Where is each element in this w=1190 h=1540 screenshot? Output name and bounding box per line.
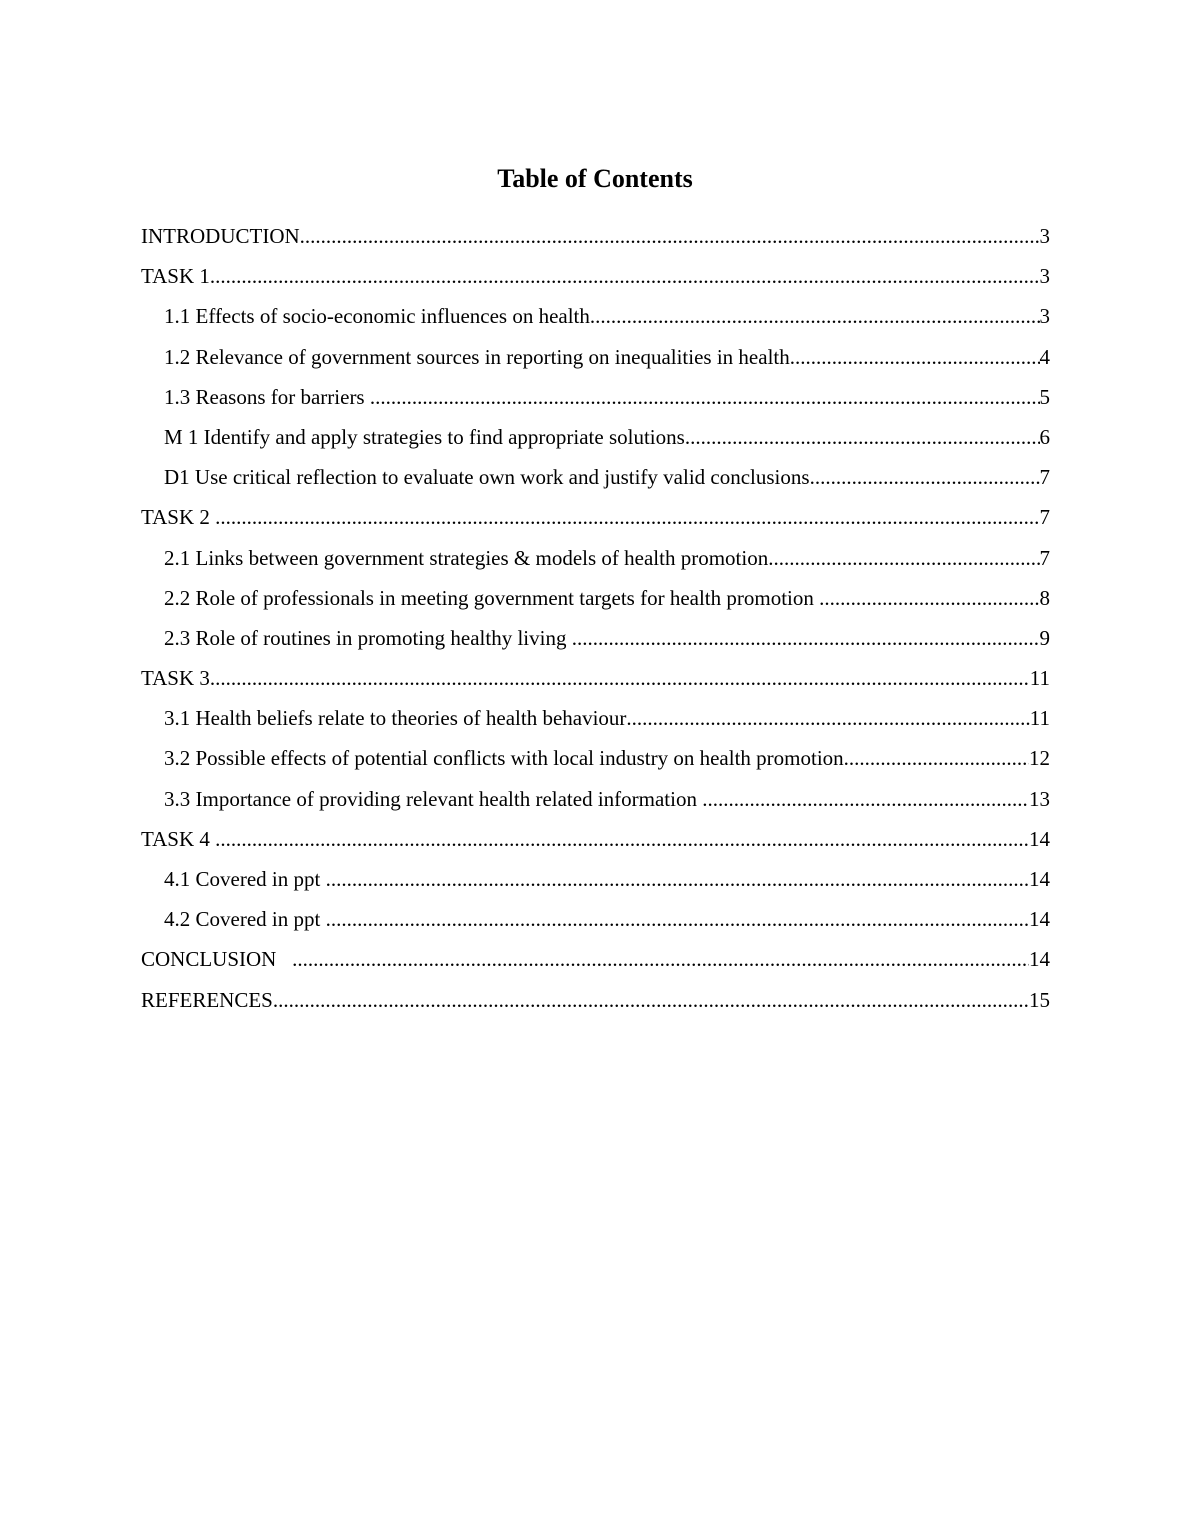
- toc-entry-page-number: 3: [1039, 264, 1050, 289]
- toc-entry-page-number: 11: [1029, 666, 1050, 691]
- toc-entry-page-number: 4: [1039, 344, 1050, 369]
- toc-entry[interactable]: [141, 899, 1050, 939]
- toc-entry-page-number: 6: [1039, 424, 1050, 449]
- toc-dot-leader: [300, 216, 1040, 256]
- toc-entry-label: INTRODUCTION: [141, 224, 300, 248]
- toc-entry-label: 3.2 Possible effects of potential conflicts with local industry on health promotion: [164, 746, 844, 771]
- toc-entry[interactable]: [141, 417, 1050, 457]
- toc-entry[interactable]: [141, 538, 1050, 578]
- toc-entry-page-number: 3: [1039, 224, 1050, 248]
- toc-entry[interactable]: [141, 457, 1050, 497]
- toc-dot-leader: [844, 738, 1029, 778]
- toc-entry-label: 2.3 Role of routines in promoting healthy living: [164, 625, 572, 650]
- toc-entry-label: TASK 1: [141, 264, 210, 289]
- toc-entry-page-number: 5: [1039, 384, 1050, 409]
- toc-entry-page-number: 3: [1039, 304, 1050, 329]
- toc-entry-page-number: 7: [1039, 465, 1050, 490]
- toc-dot-leader: [370, 377, 1040, 417]
- toc-title: Table of Contents: [497, 164, 693, 193]
- toc-entry[interactable]: [141, 980, 1050, 1020]
- toc-entry-label: 1.2 Relevance of government sources in reporting on inequalities in health: [164, 344, 790, 369]
- toc-entry-page-number: 11: [1029, 706, 1050, 731]
- toc-entry[interactable]: [141, 779, 1050, 819]
- toc-dot-leader: [326, 899, 1029, 939]
- toc-entry[interactable]: [141, 819, 1050, 859]
- toc-dot-leader: [685, 417, 1040, 457]
- toc-entry-label: M 1 Identify and apply strategies to find appropriate solutions: [164, 424, 685, 449]
- toc-entry[interactable]: [141, 377, 1050, 417]
- toc-entry-page-number: 14: [1029, 826, 1050, 851]
- toc-dot-leader: [702, 779, 1029, 819]
- toc-dot-leader: [326, 859, 1029, 899]
- toc-entry[interactable]: [141, 939, 1050, 979]
- toc-entry-label: 1.3 Reasons for barriers: [164, 384, 370, 409]
- toc-dot-leader: [273, 980, 1029, 1020]
- toc-entry-label: 2.1 Links between government strategies & models of health promotion: [164, 545, 769, 570]
- toc-entry[interactable]: [141, 337, 1050, 377]
- toc-entry-label: CONCLUSION: [141, 947, 293, 972]
- toc-dot-leader: [210, 256, 1040, 296]
- toc-dot-leader: [768, 538, 1039, 578]
- toc-dot-leader: [790, 337, 1040, 377]
- toc-entry[interactable]: [141, 216, 1050, 256]
- toc-entry-label: 2.2 Role of professionals in meeting government targets for health promotion: [164, 585, 820, 610]
- toc-entry[interactable]: [141, 859, 1050, 899]
- toc-entry[interactable]: [141, 256, 1050, 296]
- toc-entry-page-number: 7: [1039, 545, 1050, 570]
- toc-entry-page-number: 15: [1029, 987, 1050, 1012]
- toc-entry[interactable]: [141, 296, 1050, 336]
- toc-entry[interactable]: [141, 658, 1050, 698]
- toc-entry-label: 4.2 Covered in ppt: [164, 907, 326, 932]
- toc-entry-label: 3.3 Importance of providing relevant health related information: [164, 786, 703, 811]
- toc-entry-label: TASK 3: [141, 666, 210, 691]
- toc-dot-leader: [626, 698, 1029, 738]
- toc-entry-page-number: 9: [1039, 625, 1050, 650]
- toc-entry-label: D1 Use critical reflection to evaluate own work and justify valid conclusions: [164, 465, 810, 490]
- toc-entry-page-number: 7: [1039, 505, 1050, 530]
- toc-dot-leader: [215, 819, 1029, 859]
- toc-entry-page-number: 14: [1029, 907, 1050, 932]
- toc-entry-label: REFERENCES: [141, 987, 273, 1012]
- toc-entry[interactable]: [141, 618, 1050, 658]
- toc-entry-page-number: 8: [1039, 585, 1050, 610]
- toc-dot-leader: [810, 457, 1040, 497]
- toc-entry-label: TASK 2: [141, 505, 216, 530]
- toc-dot-leader: [590, 296, 1040, 336]
- toc-entry-page-number: 13: [1029, 786, 1050, 811]
- toc-entry-page-number: 12: [1029, 746, 1050, 771]
- toc-dot-leader: [292, 939, 1029, 979]
- toc-dot-leader: [819, 578, 1039, 618]
- toc-entry-label: 3.1 Health beliefs relate to theories of health behaviour: [164, 706, 627, 731]
- toc-entry-page-number: 14: [1029, 867, 1050, 891]
- toc-entry[interactable]: [141, 698, 1050, 738]
- toc-dot-leader: [210, 658, 1030, 698]
- toc-list: [141, 216, 1050, 1020]
- toc-entry-label: TASK 4: [141, 826, 216, 851]
- toc-entry-page-number: 14: [1029, 947, 1050, 972]
- toc-dot-leader: [215, 497, 1039, 537]
- toc-entry[interactable]: [141, 497, 1050, 537]
- toc-entry[interactable]: [141, 738, 1050, 778]
- toc-entry-label: 4.1 Covered in ppt: [164, 867, 326, 891]
- toc-dot-leader: [572, 618, 1040, 658]
- toc-entry-label: 1.1 Effects of socio-economic influences on health: [164, 304, 590, 329]
- toc-entry[interactable]: [141, 578, 1050, 618]
